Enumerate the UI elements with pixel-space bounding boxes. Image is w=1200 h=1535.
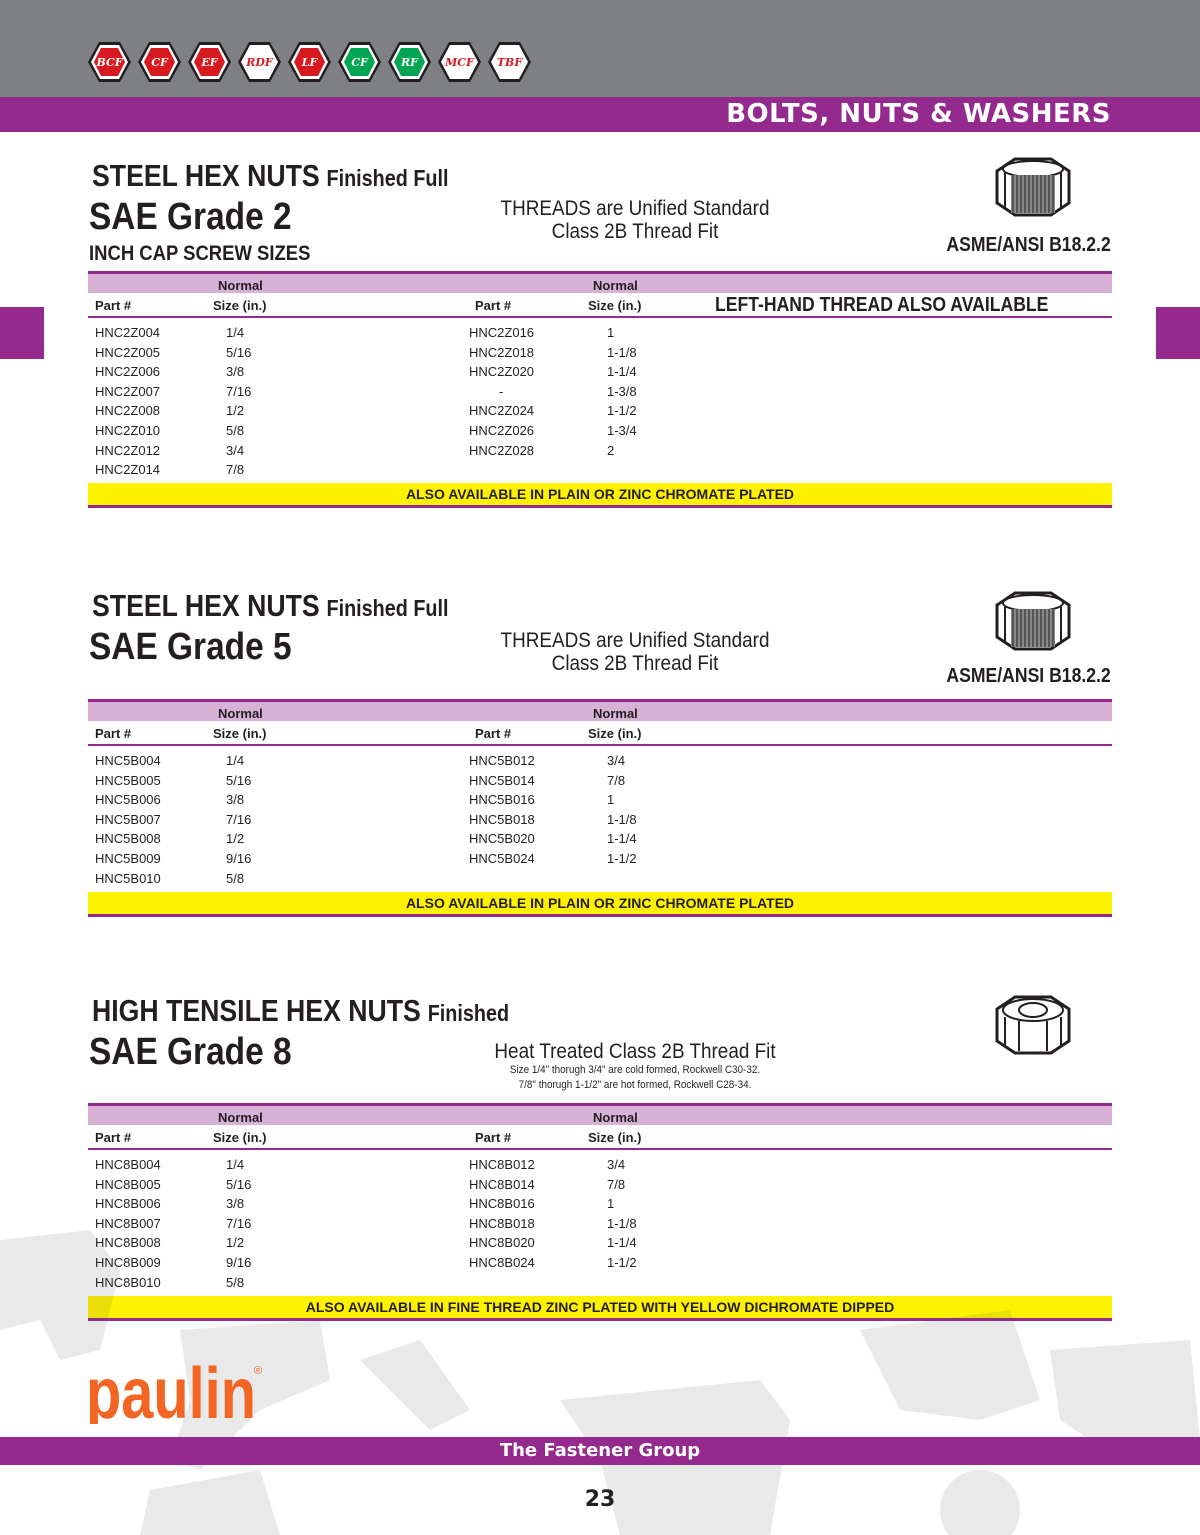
table-header (88, 702, 1112, 744)
table-row (88, 770, 1112, 790)
brand-logo-text: MCF (445, 55, 474, 69)
part-number-cell: HNC8B024 (469, 1254, 535, 1270)
col-size-right: Size (in.) (588, 298, 642, 313)
footer-group-name: The Fastener Group (499, 1440, 701, 1461)
paulin-logo-text: paulin (86, 1362, 256, 1424)
size-cell: 5/8 (226, 1274, 245, 1290)
standard-label: ASME/ANSI B18.2.2 (946, 665, 1111, 687)
brand-logo-text: CF (351, 55, 368, 69)
size-cell: 1-1/8 (607, 1215, 637, 1231)
availability-banner: ALSO AVAILABLE IN PLAIN OR ZINC CHROMATE PLATED (88, 892, 1112, 914)
col-part-right: Part # (475, 1130, 512, 1145)
part-number-cell: HNC5B018 (469, 811, 535, 827)
size-cell: 1/4 (226, 325, 245, 340)
standard-label: ASME/ANSI B18.2.2 (946, 234, 1111, 256)
grade-title: SAE Grade 8 (89, 1031, 292, 1073)
size-cell: 3/8 (226, 1196, 245, 1212)
grade-title: SAE Grade 2 (89, 196, 292, 238)
col-normal-left: Normal (218, 1110, 263, 1125)
brand-logo-3 (186, 40, 233, 84)
hex-nut-icon (993, 993, 1073, 1057)
size-cell: 1-3/4 (607, 422, 637, 438)
table-header (88, 1106, 1112, 1148)
table-row (88, 381, 1112, 401)
brand-logo-text: RF (401, 55, 418, 69)
part-number-cell: HNC2Z026 (469, 422, 535, 438)
registered-mark: ® (254, 1365, 263, 1377)
section-title: STEEL HEX NUTS Finished Full (92, 588, 449, 623)
parts-table (88, 699, 1112, 911)
size-cell: 7/16 (226, 383, 252, 399)
category-title: BOLTS, NUTS & WASHERS (726, 99, 1111, 129)
part-number-cell: HNC5B007 (95, 811, 161, 827)
size-cell: 5/16 (226, 772, 252, 788)
table-row (88, 809, 1112, 829)
col-normal-right: Normal (593, 278, 638, 293)
table-row (88, 1174, 1112, 1194)
part-number-cell: HNC5B016 (469, 792, 535, 808)
size-cell: 1/2 (226, 831, 245, 847)
brand-logo-7 (386, 40, 433, 84)
col-size-left: Size (in.) (213, 298, 267, 313)
part-number-cell: HNC8B012 (469, 1157, 535, 1172)
part-number-cell: HNC2Z016 (469, 325, 535, 340)
col-size-left: Size (in.) (213, 1130, 267, 1145)
table-row (88, 789, 1112, 809)
col-size-left: Size (in.) (213, 726, 267, 741)
part-number-cell: HNC8B018 (469, 1215, 535, 1231)
right-page-tab (1156, 307, 1200, 359)
top-header-bar (0, 0, 1200, 97)
part-number-cell: HNC2Z010 (95, 422, 161, 438)
brand-logo-1 (86, 40, 133, 84)
size-cell: 5/16 (226, 1176, 252, 1192)
col-size-right: Size (in.) (588, 726, 642, 741)
brand-logo-text: TBF (496, 55, 523, 69)
table-row (88, 400, 1112, 420)
col-part-left: Part # (95, 1130, 132, 1145)
part-number-cell: HNC2Z007 (95, 383, 161, 399)
hex-nut-icon (993, 589, 1073, 653)
size-cell: 1-1/2 (607, 850, 637, 866)
part-number-cell: HNC2Z018 (469, 344, 535, 360)
col-normal-right: Normal (593, 1110, 638, 1125)
availability-banner: ALSO AVAILABLE IN FINE THREAD ZINC PLATED WITH YELLOW DICHROMATE DIPPED (88, 1296, 1112, 1318)
availability-banner: ALSO AVAILABLE IN PLAIN OR ZINC CHROMATE PLATED (88, 483, 1112, 505)
col-normal-left: Normal (218, 706, 263, 721)
part-number-cell: HNC8B007 (95, 1215, 161, 1231)
size-cell: 1 (607, 1196, 615, 1212)
brand-logo-text: EF (201, 55, 218, 69)
footer-bar (0, 1437, 1200, 1465)
part-number-cell: HNC2Z028 (469, 442, 535, 458)
part-number-cell: HNC8B009 (95, 1254, 161, 1270)
brand-logo-text: LF (301, 55, 318, 69)
table-row (88, 440, 1112, 460)
size-cell: 1/2 (226, 1235, 245, 1251)
table-header (88, 274, 1112, 316)
part-number-cell: HNC8B010 (95, 1274, 161, 1290)
brand-logo-9 (486, 40, 533, 84)
brand-logo-text: CF (151, 55, 168, 69)
table-body (88, 318, 1112, 488)
size-cell: 1 (607, 325, 615, 340)
size-cell: 7/16 (226, 811, 252, 827)
section-title: STEEL HEX NUTS Finished Full (92, 158, 449, 193)
col-part-right: Part # (475, 726, 512, 741)
brand-logo-8 (436, 40, 483, 84)
size-cell: 1-1/4 (607, 1235, 637, 1251)
size-cell: 1-1/8 (607, 811, 637, 827)
part-number-cell: HNC5B008 (95, 831, 161, 847)
size-cell: 1-1/4 (607, 831, 637, 847)
size-cell: 5/8 (226, 870, 245, 886)
col-part-left: Part # (95, 726, 132, 741)
size-cell: 1-1/8 (607, 344, 637, 360)
brand-logo-strip (86, 40, 533, 84)
col-part-left: Part # (95, 298, 132, 313)
part-number-cell: HNC5B010 (95, 870, 161, 886)
size-cell: 1-1/4 (607, 364, 637, 380)
size-cell: 7/8 (607, 772, 626, 788)
brand-logo-text: RDF (246, 55, 273, 69)
part-number-cell: HNC5B012 (469, 753, 535, 768)
size-cell: 9/16 (226, 1254, 252, 1270)
table-row (88, 459, 1112, 479)
page-number: 23 (584, 1487, 616, 1512)
size-cell: 1/2 (226, 403, 245, 419)
col-normal-left: Normal (218, 278, 263, 293)
section-title: HIGH TENSILE HEX NUTS Finished (92, 993, 510, 1028)
threads-note: THREADS are Unified Standard Class 2B Thread Fit (500, 197, 770, 243)
part-number-cell: HNC2Z024 (469, 403, 535, 419)
brand-logo-4 (236, 40, 283, 84)
size-cell: 5/8 (226, 422, 245, 438)
part-number-cell: HNC2Z020 (469, 364, 535, 380)
size-cell: 1/4 (226, 753, 245, 768)
part-number-cell: HNC8B008 (95, 1235, 161, 1251)
size-cell: 3/8 (226, 364, 245, 380)
threads-note: Heat Treated Class 2B Thread Fit Size 1/4" thorugh 3/4" are cold formed, Rockwell C30-32. 7/8" thorugh 1-1/2" are hot formed, Rockwell C28-34. (494, 1040, 776, 1091)
parts-table (88, 271, 1112, 502)
size-cell: 3/8 (226, 792, 245, 808)
table-row (88, 322, 1112, 342)
col-size-right: Size (in.) (588, 1130, 642, 1145)
table-row (88, 342, 1112, 362)
paulin-logo (86, 1362, 266, 1429)
part-number-cell: HNC8B004 (95, 1157, 161, 1172)
cap-screw-sizes: INCH CAP SCREW SIZES (89, 242, 311, 265)
brand-logo-text: BCF (96, 55, 123, 69)
size-cell: 3/4 (607, 1157, 626, 1172)
size-cell: 3/4 (226, 442, 245, 458)
table-row (88, 420, 1112, 440)
category-bar (0, 97, 1200, 132)
size-cell: 7/8 (607, 1176, 626, 1192)
table-row (88, 868, 1112, 888)
table-row (88, 848, 1112, 868)
size-cell: 1-1/2 (607, 403, 637, 419)
brand-logo-2 (136, 40, 183, 84)
part-number-cell: HNC5B006 (95, 792, 161, 808)
part-number-cell: HNC8B020 (469, 1235, 535, 1251)
part-number-cell: HNC5B009 (95, 850, 161, 866)
part-number-cell: HNC2Z005 (95, 344, 161, 360)
col-part-right: Part # (475, 298, 512, 313)
part-number-cell: HNC5B014 (469, 772, 535, 788)
size-cell: 1-3/8 (607, 383, 637, 399)
threads-note: THREADS are Unified Standard Class 2B Thread Fit (500, 629, 770, 675)
part-number-cell: - (499, 383, 504, 399)
size-cell: 1 (607, 792, 615, 808)
size-cell: 9/16 (226, 850, 252, 866)
size-cell: 7/8 (226, 462, 245, 478)
part-number-cell: HNC5B005 (95, 772, 161, 788)
hex-nut-icon (993, 155, 1073, 219)
part-number-cell: HNC8B016 (469, 1196, 535, 1212)
table-row (88, 750, 1112, 770)
part-number-cell: HNC2Z006 (95, 364, 161, 380)
brand-logo-5 (286, 40, 333, 84)
part-number-cell: HNC2Z012 (95, 442, 161, 458)
grade-title: SAE Grade 5 (89, 626, 292, 668)
size-cell: 1/4 (226, 1157, 245, 1172)
part-number-cell: HNC8B006 (95, 1196, 161, 1212)
table-row (88, 828, 1112, 848)
table-row (88, 1154, 1112, 1174)
table-row (88, 361, 1112, 381)
part-number-cell: HNC2Z004 (95, 325, 161, 340)
size-cell: 2 (607, 442, 615, 458)
left-hand-thread-note: LEFT-HAND THREAD ALSO AVAILABLE (715, 294, 1049, 316)
part-number-cell: HNC2Z014 (95, 462, 161, 478)
left-page-tab (0, 307, 44, 359)
part-number-cell: HNC2Z008 (95, 403, 161, 419)
part-number-cell: HNC5B020 (469, 831, 535, 847)
size-cell: 7/16 (226, 1215, 252, 1231)
part-number-cell: HNC5B004 (95, 753, 161, 768)
size-cell: 3/4 (607, 753, 626, 768)
col-normal-right: Normal (593, 706, 638, 721)
part-number-cell: HNC5B024 (469, 850, 535, 866)
size-cell: 5/16 (226, 344, 252, 360)
size-cell: 1-1/2 (607, 1254, 637, 1270)
part-number-cell: HNC8B005 (95, 1176, 161, 1192)
part-number-cell: HNC8B014 (469, 1176, 535, 1192)
table-body (88, 746, 1112, 896)
brand-logo-6 (336, 40, 383, 84)
